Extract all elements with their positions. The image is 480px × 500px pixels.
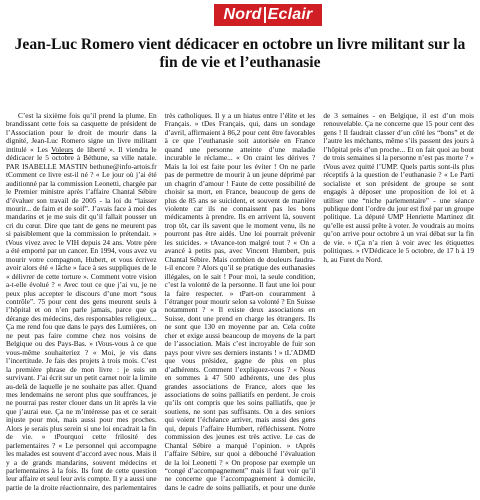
logo-part-nord: Nord: [223, 6, 262, 23]
article-body: [6, 112, 474, 498]
logo-part-eclair: Eclair: [267, 6, 313, 23]
article-text: [6, 112, 474, 498]
article-text-part-1: C’est la sixième fois qu’il prend la plume. En brandissant cette fois sa casquette de président de l’Association pour le droit de mourir dans la dignité, Jean-Luc Romero signe un livre militant intitulé « Les: [6, 112, 157, 154]
voleurs-underlined: Voleurs: [51, 144, 74, 154]
newspaper-logo: [214, 4, 322, 26]
logo-separator: [264, 7, 266, 23]
article-text-part-2: de liberté ». Il viendra le dédicacer le 5 octobre à Béthune, sa ville natale. PAR ISABELLE MASTIN bethune@info-artois.fr tComment ce livre est-il né ? « Le jour où j’ai été auditionné par la commission Leonetti, chargée par le Premier ministre après l’affaire Chantal Sébire d’évaluer son travail de 2005 - la loi du “laisser mourir... de faim et de soif”. J’avais face à moi des mandarins et je me suis dit qu’il fallait pousser un cri du cœur. Dire que tant de gens ne meurent pas si paisiblement que la commission le prétendait. » tVous vivez avec le VIH depuis 24 ans. Votre père a été emporté par un cancer. En 1994, vous avez vu mourir votre compagnon, Hubert, et vous écrivez avoir alors été « lâche » face à ses suppliques de le « délivrer de cette torture ». Comment votre vision a-t-elle évolué ? « Avec tout ce que j’ai vu, je ne peux plus accepter le discours d’une mort “sous contrôle”. 75 pour cent des gens meurent seuls à l’hôpital et on n’en parle jamais, parce que ça dérange des médecins, des responsables religieux... Ça me rend fou que dans le pays des Lumières, on ne peut pas faire comme chez nos voisins de Belgique ou des Pays-Bas. » tVous-vous à ce que vous-même souhaiteriez ? « Moi, je vis dans l’incertitude. Je fais des projets à trois mois. C’est la première phrase de mon livre : je suis un survivant. J’ai écrit sur un petit carnet noir la limite au-delà de laquelle je ne souhaite pas aller. Quand mes lendemains ne seront plus que souffrances, je ne pourrai pas rester clouer dans un lit après la vie que j’aurai eue. Ça ne m’intéresse pas et ce serait injuste pour moi, mais aussi pour mes proches. Alors je serais plus serein si une loi encadrait la fin de vie. » tPourquoi cette frilosité des parlementaires ? « Le personnel qui accompagne les malades est souvent d’accord avec nous. Mais il y a de grands mandarins, souvent médecins et parlementaires à la fois. Ils font de cette question leur affaire et seul leur avis compte. Il y a aussi une partie de la droite réactionnaire, des parlementaires très catholiques. Il y a un hiatus entre l’élite et les Français. » tDes Français, qui, dans un sondage d’avril, affirmaient à 86,2 pour cent être favorables à ce que l’euthanasie soit autorisée en France quand une personne atteinte d’une maladie incurable le réclame... « On craint les dérives ? Mais la loi est faite pour les éviter ! On ne parle pas de permettre de mourir à un jeune déprimé par un chagrin d’amour ! Faute de cette possibilité de choisir sa mort, en France, beaucoup de gens de plus de 85 ans se suicident, et souvent de manière violente car ils ne connaissent pas les bons médicaments à prendre. Ils en arrivent là, souvent trop tôt, car ils savent que le moment venu, ils ne pourront pas être aidés. Une loi pourrait prévenir les suicides. » tAvance-ton malgré tout ? « On a avancé à petits pas, avec Vincent Humbert, puis Chantal Sébire. Mais combien de douleurs faudra-t-il encore ? Alors qu’il se pratique des euthanasies illégales, on le sait ! Pour moi, la seule condition, c’est la volonté de la personne. Il faut une loi pour la faire respecter. » tPart-on couramment à l’étranger pour mourir selon sa volonté ? En Suisse notamment ? « Il existe deux associations en Suisse, dont une prend en charge les étrangers. Ils ne sont que 130 en moyenne par an. Cela coûte cher et exige aussi beaucoup de moyens de la part de l’association. Mais c’est incroyable de fuir son pays pour vivre ses derniers instants ! » tL’ADMD que vous présidez, gagne de plus en plus d’adhérents. Comment l’expliquez-vous ? « Nous en sommes à 47 500 adhérents, une des plus grandes associations de France, alors que les associations de soins palliatifs en perdent. Je crois qu’ils ont compris que les soins palliatifs, que je soutiens, ne sont pas suffisants. On a des seniors qui voient l’échéance arriver, mais aussi des gens qui, depuis l’affaire Humbert, réfléchissent. Notre commission des jeunes est très active. Le cas de Chantal Sébire a marqué l’opinion. » tAprès l’affaire Sébire, sur quoi a débouché l’évaluation de la loi Leonetti ? « On propose par exemple un “congé d’accompagnement” mais il faut voir qu’il ne concerne que l’accompagnement à domicile, dans le cadre de soins palliatifs, et pour une durée de 3 semaines - en Belgique, il est d’un mois renouvelable. Ça ne concerne que 15 pour cent des gens ! Il faudrait classer d’un côté les “bons” et de l’autre les méchants, même s’ils passent des jours à l’hôpital près d’un proche... Et on fait quoi au bout de trois semaines si la personne n’est pas morte ? » tVous avez quitté l’UMP. Quels partis sont-ils plus réceptifs à la question de l’euthanasie ? « Le Parti socialiste et son président de groupe se sont engagés à déposer une proposition de loi et à utiliser une “niche parlementaire” - une séance publique dont l’ordre du jour est fixé par un groupe politique. La député UMP Henriette Martinez dit qu’elle est aussi prête à voter. Je voudrais au moins qu’on arrive pour octobre à un vrai débat sur la fin de vie. » tÇa n’a rien à voir avec les étiquettes politiques. » tVDédicace le 5 octobre, de 17 h à 19 h, au Furet du Nord.: [6, 112, 474, 492]
article-headline: Jean-Luc Romero vient dédicacer en octobre un livre militant sur la fin de vie et l’euthanasie: [14, 36, 466, 71]
